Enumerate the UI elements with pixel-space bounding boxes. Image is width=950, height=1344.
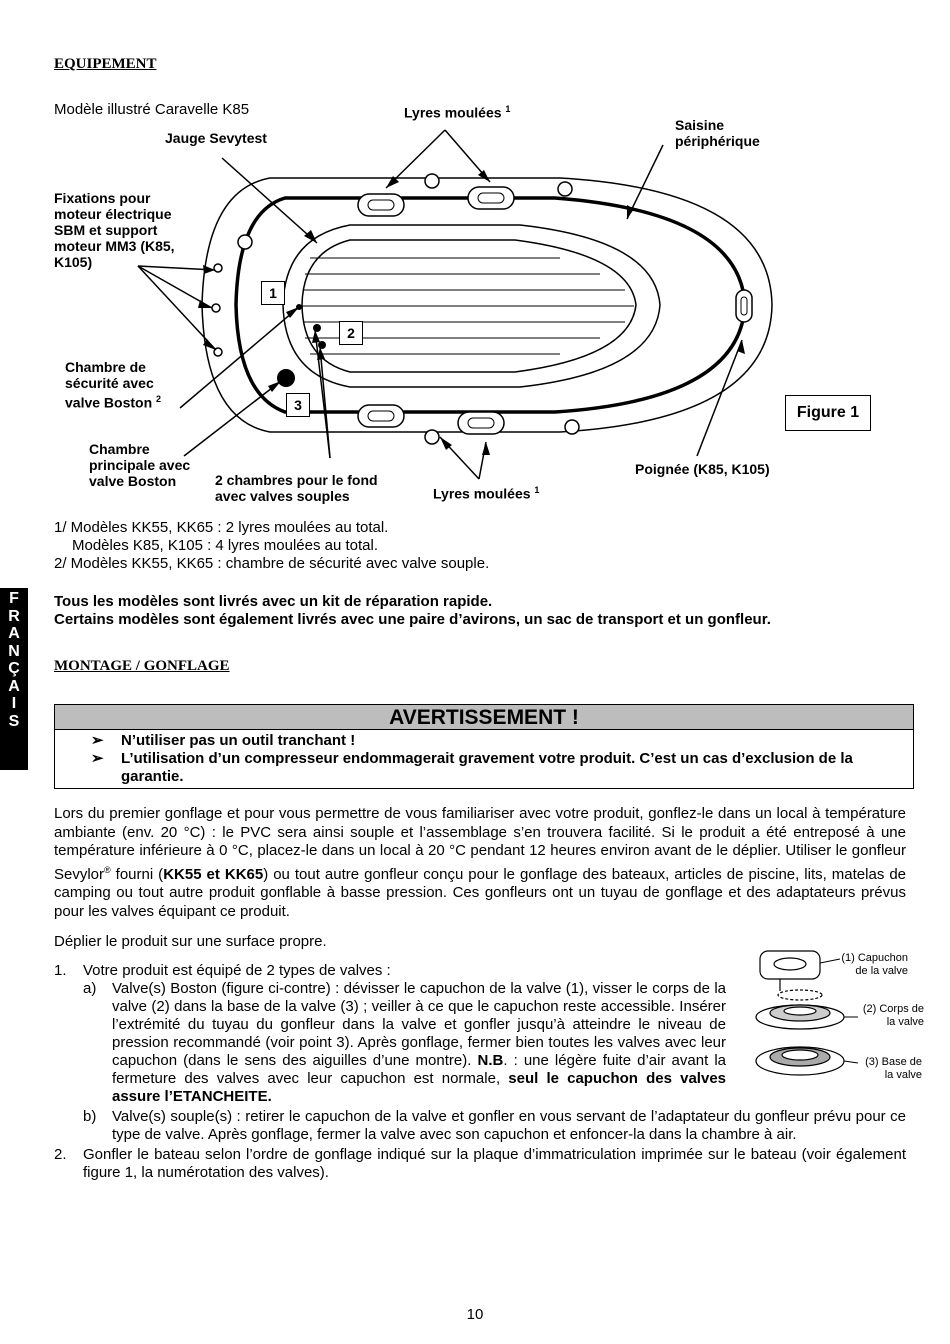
section-title-montage: MONTAGE / GONFLAGE xyxy=(54,658,230,674)
section-title-equipement: EQUIPEMENT xyxy=(54,56,157,72)
label-chambre-securite: Chambre de sécurité avec valve Boston $^2$ xyxy=(65,359,162,411)
valve-number-1: 1 xyxy=(261,281,285,305)
note-1: 1/ Modèles KK55, KK65 : 2 lyres moulées au total. xyxy=(54,519,389,536)
model-caption: Modèle illustré Caravelle K85 xyxy=(54,101,250,118)
step-1-text: Votre produit est équipé de 2 types de valves : xyxy=(83,962,391,979)
step-1-number: 1. xyxy=(54,962,67,979)
valve-number-3: 3 xyxy=(286,393,310,417)
step-a-label: a) xyxy=(83,980,97,997)
valve-label-corps: (2) Corps de la valve xyxy=(862,1003,924,1028)
page-number: 10 xyxy=(466,1306,484,1323)
language-tab: F R A N Ç A I S xyxy=(0,588,28,770)
arrow-bullet-icon: ➢ xyxy=(91,750,104,767)
warning-title: AVERTISSEMENT ! xyxy=(55,705,913,730)
label-chambre-principale: Chambre principale avec valve Boston xyxy=(89,441,191,489)
kit-line-1: Tous les modèles sont livrés avec un kit de réparation rapide. xyxy=(54,593,493,610)
label-lyres-top: Lyres moulées $^1$ xyxy=(404,104,511,121)
label-saisine: Saisine périphérique xyxy=(675,117,760,149)
note-2: 2/ Modèles KK55, KK65 : chambre de sécurité avec valve souple. xyxy=(54,555,490,572)
label-fixations: Fixations pour moteur électrique SBM et support moteur MM3 (K85, K105) xyxy=(54,190,175,270)
label-poignee: Poignée (K85, K105) xyxy=(635,461,770,477)
valve-label-base: (3) Base de la valve xyxy=(865,1056,922,1081)
valve-label-cap: (1) Capuchon de la valve xyxy=(841,952,908,977)
deplier-text: Déplier le produit sur une surface propre. xyxy=(54,933,327,950)
step-b-label: b) xyxy=(83,1108,97,1125)
valve-number-2: 2 xyxy=(339,321,363,345)
note-1b: Modèles K85, K105 : 4 lyres moulées au total. xyxy=(72,537,379,554)
warning-box xyxy=(54,704,914,789)
step-2-number: 2. xyxy=(54,1146,67,1163)
intro-paragraph: Lors du premier gonflage et pour vous permettre de vous familiariser avec votre produit, gonflez-le dans un local à température ambiante (env. 20 °C) : le PVC sera ainsi souple et l’assemblage s’en trouvera facilité. Si le produit a été entreposé à une température inférieure à 0 °C, placez-le dans un local à 20 °C pendant 12 heures environ avant de le déplier. Utiliser le gonfleur Sevylor® fourni (KK55 et KK65) ou tout autre gonfleur conçu pour le gonflage des bateaux, articles de piscine, lits, matelas de camping ou tout autre produit gonflable à basse pression. Ces gonfleurs ont un tuyau de gonflage et des adaptateurs prévus pour les valves équipant ce produit. xyxy=(54,805,907,920)
arrow-bullet-icon: ➢ xyxy=(91,732,104,749)
warning-item: ➢ L’utilisation d’un compresseur endommagerait gravement votre produit. C’est un cas d’exclusion de la garantie. xyxy=(91,750,853,785)
label-jauge-sevytest: Jauge Sevytest xyxy=(165,130,267,146)
label-lyres-bottom: Lyres moulées $^1$ xyxy=(433,485,540,502)
step-a-text: Valve(s) Boston (figure ci-contre) : dévisser le capuchon de la valve (1), visser le corps de la valve (2) dans la base de la valve (3) ; veiller à ce que le capuchon reste accessible. Insérer l’extrémité du tuyau du gonfleur dans la valve et gonfler jusqu’à atteindre le niveau de pression recommandé (voir point 3). Après gonflage, fermer bien toutes les valves avec leur capuchon (dans le sens des aiguilles d’une montre). N.B. : une légère fuite d’air avant la fermeture des valves avec leur capuchon est normale, seul le capuchon des valves assure l’ETANCHEITE. xyxy=(112,980,726,1105)
step-2-text: Gonfler le bateau selon l’ordre de gonflage indiqué sur la plaque d’immatriculation imprimée sur le bateau (voir également figure 1, la numérotation des valves). xyxy=(83,1146,906,1181)
kit-line-2: Certains modèles sont également livrés avec une paire d’avirons, un sac de transport et un gonfleur. xyxy=(54,611,771,628)
step-b-text: Valve(s) souple(s) : retirer le capuchon de la valve et gonfler en vous servant de l’adaptateur du gonfleur prévu pour ce type de valve. Après gonflage, fermer la valve avec son capuchon et enfoncer-la dans la chambre à air. xyxy=(112,1108,906,1143)
label-deux-chambres: 2 chambres pour le fond avec valves souples xyxy=(215,472,378,504)
figure-label: Figure 1 xyxy=(785,395,871,431)
warning-item: ➢ N’utiliser pas un outil tranchant ! xyxy=(91,732,356,749)
